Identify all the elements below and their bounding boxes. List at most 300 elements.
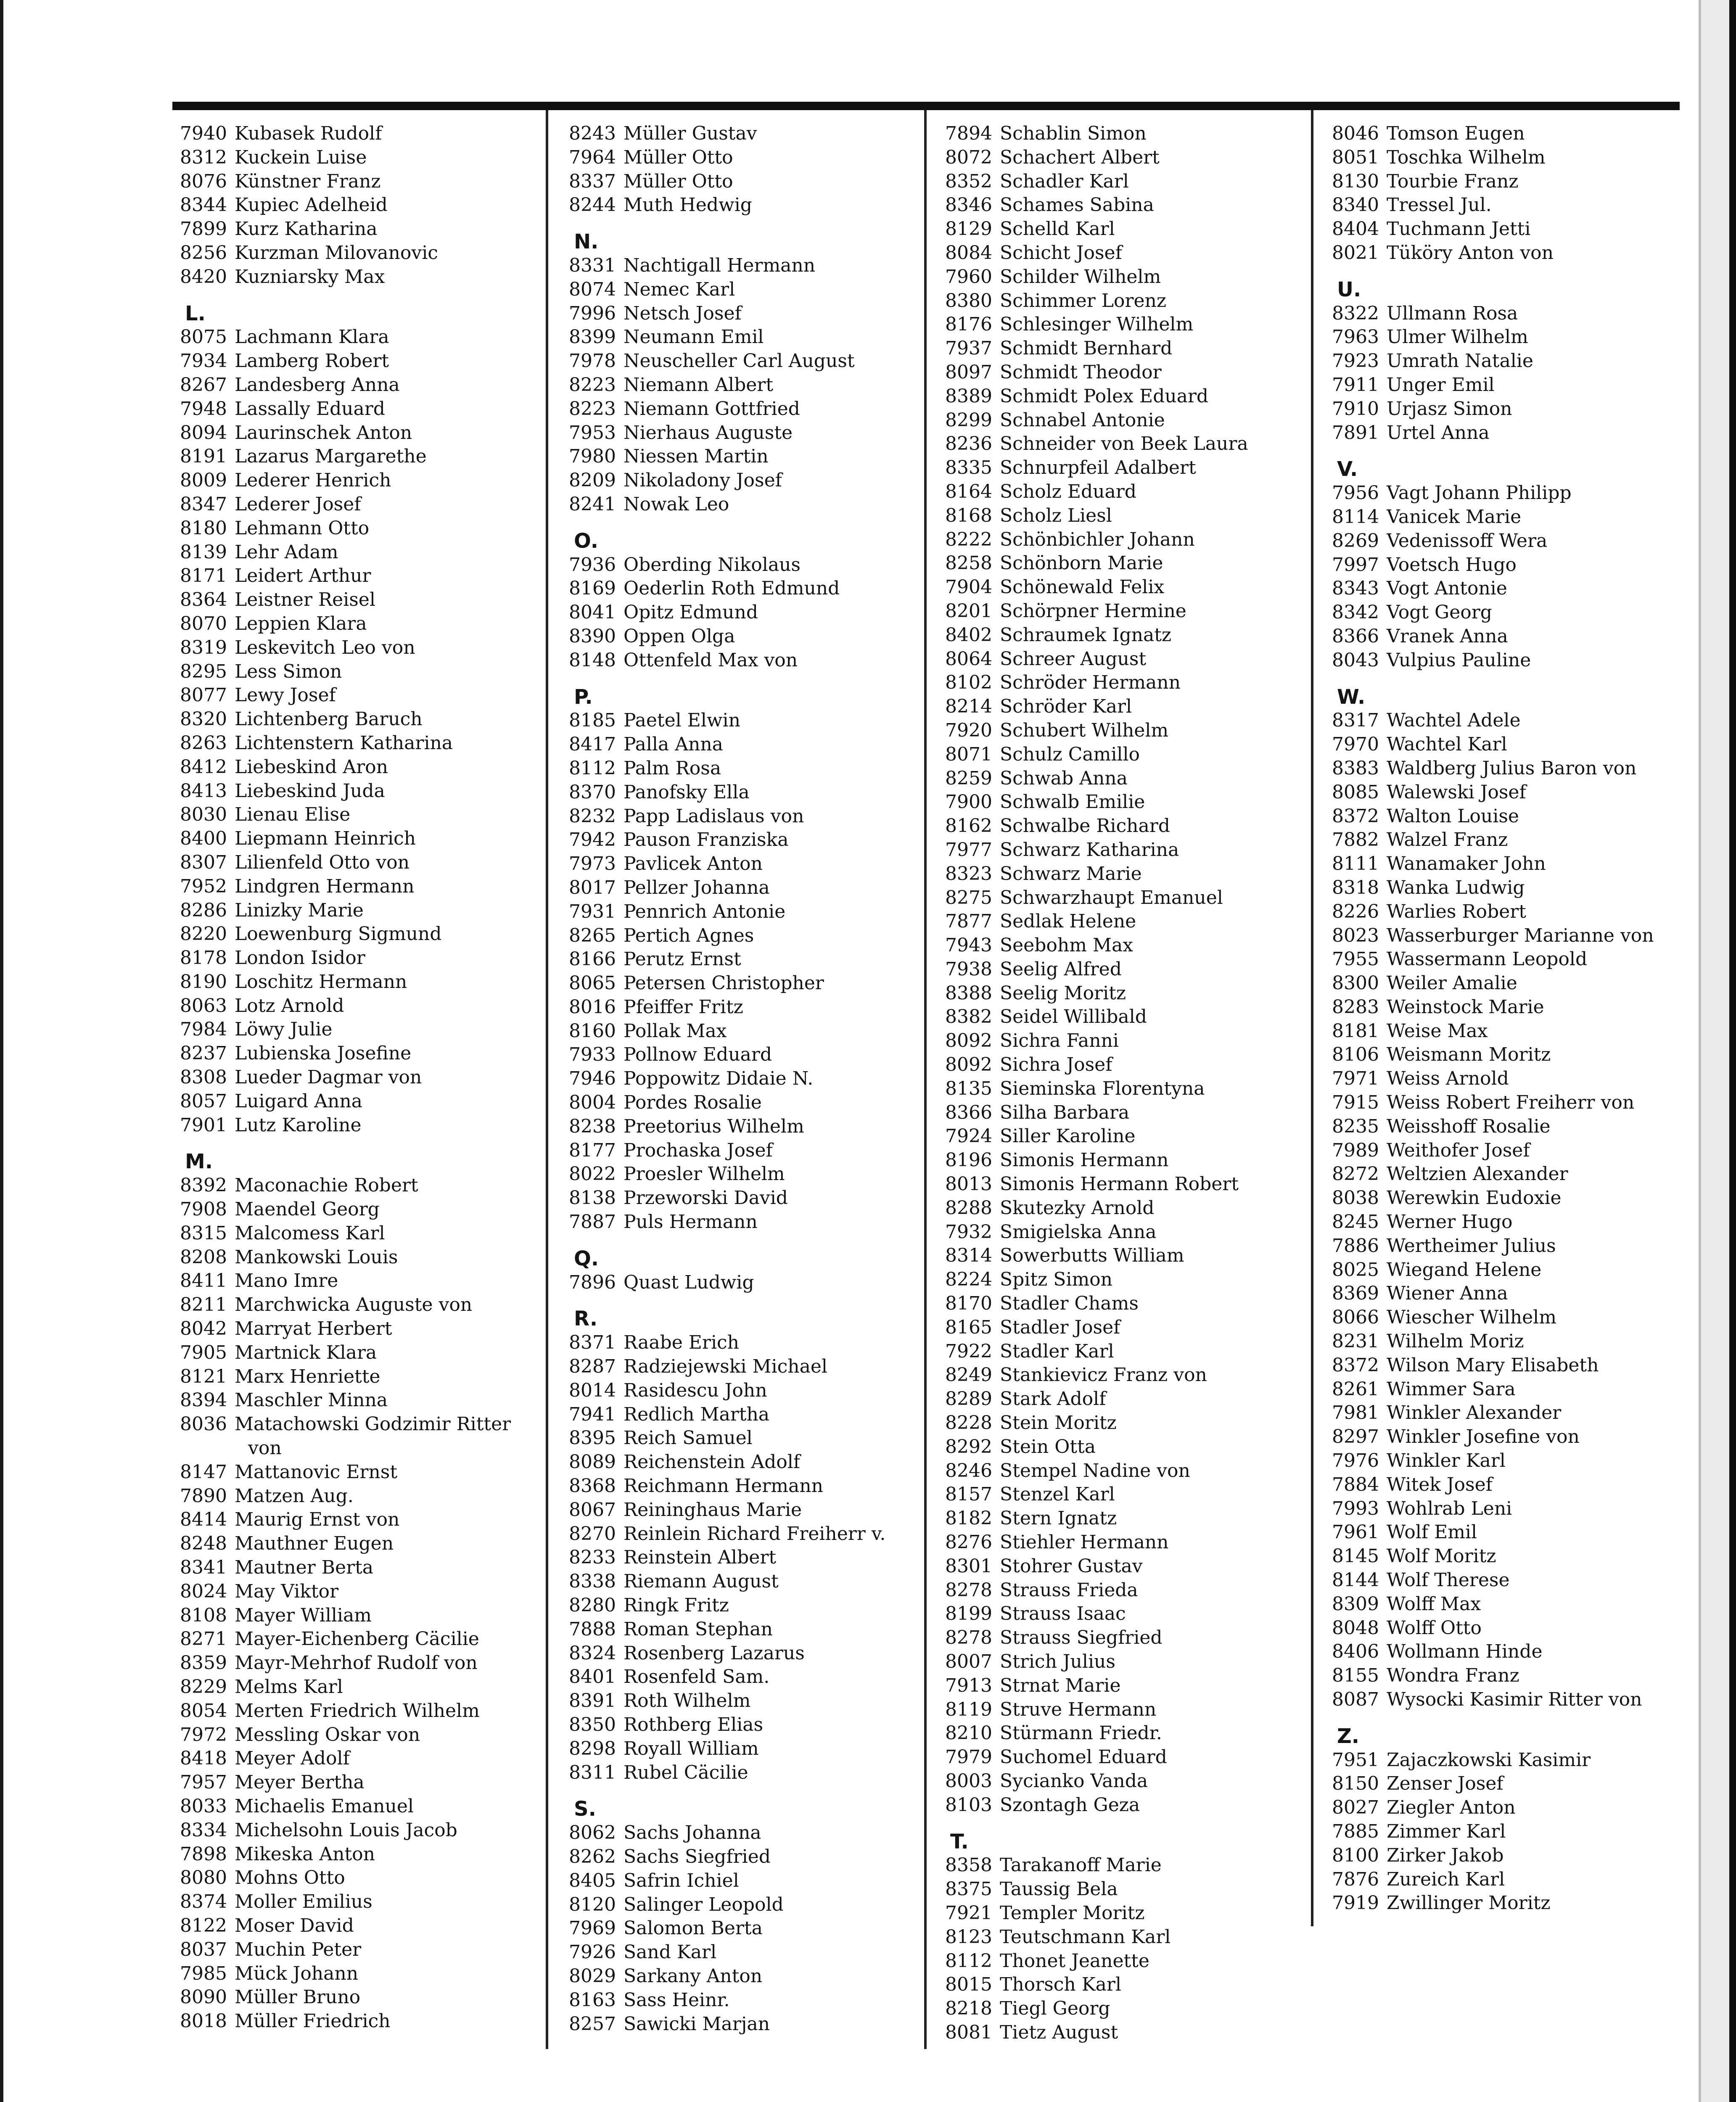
entry-number: 8307 — [180, 851, 227, 873]
section-gap — [553, 1294, 927, 1307]
entry-number: 8074 — [569, 278, 616, 300]
directory-entry — [929, 814, 1303, 838]
directory-entry — [553, 1403, 927, 1427]
entry-number: 8366 — [1332, 625, 1379, 647]
directory-entry — [1316, 1772, 1690, 1796]
entry-name: Pordes Rosalie — [624, 1092, 762, 1114]
entry-name: Less Simon — [235, 660, 342, 682]
entry-name: Winkler Karl — [1387, 1450, 1506, 1472]
entry-number: 8228 — [945, 1412, 992, 1434]
entry-name: Lehr Adam — [235, 541, 338, 563]
entry-name: Nierhaus Auguste — [624, 422, 793, 444]
directory-entry — [553, 577, 927, 601]
entry-number: 8160 — [569, 1020, 616, 1042]
entry-name: Leskevitch Leo von — [235, 636, 415, 658]
entry-number: 7973 — [569, 853, 616, 875]
entry-number: 8280 — [569, 1595, 616, 1616]
entry-number: 8374 — [180, 1891, 227, 1913]
entry-number: 8370 — [569, 781, 616, 803]
entry-number: 8301 — [945, 1555, 992, 1577]
entry-number: 8168 — [945, 504, 992, 526]
entry-name: Michaelis Emanuel — [235, 1795, 414, 1817]
entry-name: Landesberg Anna — [235, 374, 400, 396]
directory-entry — [929, 1650, 1303, 1674]
directory-entry — [929, 743, 1303, 767]
entry-number: 7978 — [569, 350, 616, 372]
directory-entry — [1316, 781, 1690, 805]
entry-number: 8015 — [945, 1974, 992, 1996]
directory-entry — [1316, 1592, 1690, 1616]
entry-name: Voetsch Hugo — [1387, 554, 1517, 576]
entry-number: 8245 — [1332, 1211, 1379, 1233]
entry-name: Liebeskind Juda — [235, 780, 385, 802]
directory-entry — [553, 625, 927, 649]
entry-number: 8106 — [1332, 1044, 1379, 1066]
entry-name: Sichra Josef — [1000, 1054, 1112, 1076]
entry-name: Schwarz Katharina — [1000, 839, 1179, 861]
directory-entry — [929, 1555, 1303, 1579]
directory-entry — [929, 265, 1303, 289]
entry-number: 8338 — [569, 1571, 616, 1592]
entry-number: 8246 — [945, 1460, 992, 1481]
entry-number: 7952 — [180, 875, 227, 897]
directory-entry — [929, 862, 1303, 886]
entry-number: 8222 — [945, 528, 992, 550]
entry-number: 7905 — [180, 1341, 227, 1363]
entry-number: 8139 — [180, 541, 227, 563]
entry-name: Strauss Siegfried — [1000, 1627, 1163, 1649]
entry-number: 7943 — [945, 935, 992, 956]
directory-entry — [164, 875, 538, 899]
directory-entry — [553, 948, 927, 972]
directory-entry — [929, 910, 1303, 934]
entry-number: 8103 — [945, 1794, 992, 1816]
directory-entry — [929, 313, 1303, 337]
entry-name: Walzel Franz — [1387, 829, 1508, 851]
entry-number: 7979 — [945, 1746, 992, 1768]
entry-name: Stern Ignatz — [1000, 1508, 1117, 1529]
entry-name: Lilienfeld Otto von — [235, 851, 410, 873]
entry-number: 7953 — [569, 422, 616, 444]
entry-name: Seelig Moritz — [1000, 982, 1126, 1004]
entry-name: Simonis Hermann Robert — [1000, 1173, 1239, 1195]
directory-entry — [1316, 349, 1690, 373]
entry-number: 8072 — [945, 146, 992, 168]
entry-number: 8233 — [569, 1547, 616, 1569]
entry-number: 8176 — [945, 314, 992, 335]
section-letter-heading: V. — [1337, 457, 1358, 481]
entry-name: Nikoladony Josef — [624, 470, 782, 491]
directory-entry — [164, 1962, 538, 1986]
directory-entry — [553, 122, 927, 146]
directory-entry — [929, 1949, 1303, 1973]
directory-entry — [1316, 1091, 1690, 1115]
entry-number: 8323 — [945, 863, 992, 885]
entry-number: 8029 — [569, 1965, 616, 1987]
directory-entry — [164, 994, 538, 1018]
directory-entry — [164, 517, 538, 541]
directory-entry — [553, 1713, 927, 1737]
entry-number: 8135 — [945, 1077, 992, 1099]
entry-name: Seidel Willibald — [1000, 1006, 1147, 1028]
entry-name: Michelsohn Louis Jacob — [235, 1819, 457, 1841]
entry-name: Warlies Robert — [1387, 900, 1526, 922]
entry-number: 7887 — [569, 1211, 616, 1233]
directory-entry — [164, 1819, 538, 1843]
entry-number: 8263 — [180, 732, 227, 754]
entry-name: Vulpius Pauline — [1387, 649, 1531, 671]
directory-entry — [164, 1532, 538, 1556]
entry-number: 8417 — [569, 734, 616, 755]
entry-number: 8340 — [1332, 194, 1379, 216]
entry-number: 8322 — [1332, 302, 1379, 324]
directory-entry — [1316, 1545, 1690, 1569]
entry-number: 8119 — [945, 1698, 992, 1720]
entry-number: 8405 — [569, 1870, 616, 1891]
entry-number: 8400 — [180, 828, 227, 850]
entry-name: Salinger Leopold — [624, 1893, 784, 1915]
entry-name: Strich Julius — [1000, 1651, 1115, 1672]
entry-number: 8024 — [180, 1580, 227, 1602]
directory-entry — [929, 432, 1303, 456]
directory-entry — [929, 1507, 1303, 1531]
name-column-4 — [1316, 122, 1690, 1915]
entry-number: 8210 — [945, 1722, 992, 1744]
entry-name: Wolff Otto — [1387, 1617, 1482, 1639]
entry-number: 8164 — [945, 481, 992, 502]
directory-entry — [164, 421, 538, 445]
entry-name: Preetorius Wilhelm — [624, 1115, 804, 1137]
directory-entry — [1316, 505, 1690, 529]
entry-name: Wiescher Wilhelm — [1387, 1307, 1556, 1328]
entry-name: Stein Otta — [1000, 1436, 1096, 1458]
entry-name: Muchin Peter — [235, 1938, 362, 1960]
entry-name: Zwillinger Moritz — [1387, 1892, 1551, 1914]
entry-name: Sarkany Anton — [624, 1965, 763, 1987]
directory-entry — [553, 493, 927, 517]
entry-number: 8097 — [945, 361, 992, 383]
directory-entry — [929, 1005, 1303, 1029]
directory-entry — [929, 217, 1303, 241]
entry-name: Lotz Arnold — [235, 995, 344, 1017]
directory-entry — [929, 1244, 1303, 1268]
entry-name: Skutezky Arnold — [1000, 1197, 1155, 1219]
entry-number: 8177 — [569, 1139, 616, 1161]
directory-entry — [553, 1618, 927, 1642]
entry-name: Unger Emil — [1387, 374, 1495, 396]
section-letter-heading: L. — [185, 301, 206, 325]
entry-number: 8065 — [569, 972, 616, 994]
entry-name: Tarakanoff Marie — [1000, 1854, 1162, 1876]
directory-entry — [929, 1925, 1303, 1949]
entry-number: 7948 — [180, 398, 227, 420]
entry-number: 8223 — [569, 374, 616, 396]
entry-name: Weiler Amalie — [1387, 972, 1517, 994]
directory-entry — [164, 899, 538, 923]
entry-name: Wanamaker John — [1387, 853, 1546, 875]
directory-entry — [553, 170, 927, 194]
directory-entry — [929, 934, 1303, 958]
entry-name: Melms Karl — [235, 1676, 343, 1698]
directory-entry — [929, 1340, 1303, 1364]
directory-entry — [1316, 122, 1690, 146]
entry-number: 8300 — [1332, 972, 1379, 994]
directory-entry — [1316, 1139, 1690, 1163]
entry-name: Lienau Elise — [235, 804, 351, 826]
entry-name: Laurinschek Anton — [235, 422, 412, 444]
directory-entry — [1316, 1162, 1690, 1186]
entry-number: 8089 — [569, 1451, 616, 1473]
directory-entry — [553, 1570, 927, 1594]
entry-number: 7924 — [945, 1125, 992, 1147]
directory-entry — [553, 601, 927, 625]
entry-number: 8076 — [180, 170, 227, 192]
entry-name: Royall William — [624, 1738, 759, 1759]
entry-name: Redlich Martha — [624, 1403, 770, 1425]
entry-name: Scholz Eduard — [1000, 481, 1136, 502]
entry-name: Meyer Adolf — [235, 1748, 350, 1769]
entry-name: Kubasek Rudolf — [235, 123, 382, 144]
entry-number: 8211 — [180, 1294, 227, 1316]
entry-number: 8004 — [569, 1092, 616, 1114]
entry-name: Müller Bruno — [235, 1986, 361, 2008]
entry-name: Zimmer Karl — [1387, 1820, 1506, 1842]
entry-number: 8038 — [1332, 1187, 1379, 1209]
directory-entry — [553, 709, 927, 733]
entry-number: 8418 — [180, 1748, 227, 1769]
entry-number: 8180 — [180, 517, 227, 539]
entry-number: 8025 — [1332, 1259, 1379, 1281]
entry-name: Tietz August — [1000, 2021, 1118, 2043]
entry-number: 8380 — [945, 290, 992, 312]
entry-number: 7877 — [945, 911, 992, 932]
entry-name: Sachs Johanna — [624, 1822, 761, 1844]
entry-number: 8320 — [180, 708, 227, 730]
name-column-3 — [929, 122, 1303, 2045]
entry-number: 8394 — [180, 1389, 227, 1411]
entry-number: 8030 — [180, 804, 227, 826]
entry-name: Stein Moritz — [1000, 1412, 1117, 1434]
entry-number: 7940 — [180, 123, 227, 144]
directory-entry — [553, 325, 927, 349]
entry-number: 8043 — [1332, 649, 1379, 671]
entry-name: Pauson Franziska — [624, 829, 789, 851]
directory-entry — [164, 588, 538, 612]
entry-name: Matachowski Godzimir Ritter — [235, 1413, 511, 1435]
directory-entry — [164, 922, 538, 946]
entry-name: Roman Stephan — [624, 1618, 773, 1640]
entry-number: 8392 — [180, 1175, 227, 1196]
entry-name: Walton Louise — [1387, 805, 1519, 827]
entry-name: Nachtigall Hermann — [624, 254, 816, 276]
entry-number: 8278 — [945, 1579, 992, 1601]
entry-number: 7976 — [1332, 1450, 1379, 1472]
entry-name: Luigard Anna — [235, 1090, 362, 1112]
entry-number: 8272 — [1332, 1163, 1379, 1185]
entry-name: Schreer August — [1000, 648, 1147, 670]
entry-name: Winkler Josefine von — [1387, 1426, 1580, 1448]
directory-entry — [553, 397, 927, 421]
entry-name: Linizky Marie — [235, 899, 364, 921]
directory-entry — [553, 469, 927, 493]
directory-entry — [1316, 1019, 1690, 1043]
directory-entry — [164, 1269, 538, 1293]
entry-number: 7933 — [569, 1044, 616, 1066]
entry-number: 8411 — [180, 1270, 227, 1292]
entry-number: 8346 — [945, 194, 992, 216]
directory-entry — [1316, 1067, 1690, 1091]
entry-name: Schubert Wilhelm — [1000, 719, 1169, 741]
entry-name: Strauss Frieda — [1000, 1579, 1138, 1601]
entry-number: 7936 — [569, 554, 616, 576]
entry-number: 8269 — [1332, 530, 1379, 552]
entry-name: Moller Emilius — [235, 1891, 373, 1913]
directory-entry — [164, 1866, 538, 1890]
entry-name: Mohns Otto — [235, 1867, 345, 1889]
directory-entry — [1316, 1186, 1690, 1210]
directory-entry — [164, 827, 538, 851]
entry-number: 7997 — [1332, 554, 1379, 576]
entry-number: 7896 — [569, 1271, 616, 1293]
entry-name: Müller Otto — [624, 170, 733, 192]
directory-entry — [553, 1845, 927, 1869]
directory-entry — [929, 1901, 1303, 1925]
entry-name: Netsch Josef — [624, 302, 742, 324]
directory-entry — [164, 265, 538, 289]
entry-name: Petersen Christopher — [624, 972, 824, 994]
entry-number: 8270 — [569, 1523, 616, 1545]
entry-name: Winkler Alexander — [1387, 1402, 1562, 1424]
entry-name: Witek Josef — [1387, 1474, 1493, 1495]
entry-number: 8163 — [569, 1989, 616, 2011]
entry-number: 8066 — [1332, 1307, 1379, 1328]
entry-name: Nemec Karl — [624, 278, 735, 300]
entry-name: Vogt Georg — [1387, 602, 1492, 623]
entry-name: Müller Gustav — [624, 123, 757, 144]
directory-entry — [164, 1317, 538, 1341]
directory-entry — [929, 1316, 1303, 1340]
directory-entry — [164, 803, 538, 827]
entry-name: Stadler Josef — [1000, 1316, 1120, 1338]
entry-number: 8123 — [945, 1926, 992, 1948]
entry-number: 8236 — [945, 433, 992, 455]
entry-number: 8130 — [1332, 170, 1379, 192]
directory-entry — [553, 1271, 927, 1295]
directory-entry — [553, 900, 927, 924]
entry-number: 8102 — [945, 672, 992, 694]
directory-entry — [164, 1675, 538, 1699]
section-letter-heading: R. — [574, 1307, 598, 1331]
directory-entry — [929, 719, 1303, 743]
directory-entry — [164, 373, 538, 397]
entry-number: 8337 — [569, 170, 616, 192]
entry-number: 8262 — [569, 1846, 616, 1867]
entry-number: 8412 — [180, 756, 227, 778]
entry-number: 8021 — [1332, 242, 1379, 264]
directory-entry — [164, 1341, 538, 1365]
directory-entry — [929, 1149, 1303, 1172]
directory-entry — [1316, 1688, 1690, 1712]
entry-name: Lazarus Margarethe — [235, 446, 427, 467]
directory-entry — [164, 1174, 538, 1198]
entry-number: 8388 — [945, 982, 992, 1004]
entry-name: Pavlicek Anton — [624, 853, 763, 875]
directory-entry — [929, 1674, 1303, 1698]
entry-number: 8165 — [945, 1316, 992, 1338]
entry-name: Schönbichler Johann — [1000, 528, 1195, 550]
entry-number: 8389 — [945, 385, 992, 407]
entry-number: 7972 — [180, 1724, 227, 1746]
entry-number: 8121 — [180, 1365, 227, 1387]
entry-number: 8190 — [180, 971, 227, 993]
entry-name: Schörpner Hermine — [1000, 600, 1186, 622]
directory-entry — [553, 1091, 927, 1115]
entry-name: Wanka Ludwig — [1387, 877, 1525, 898]
directory-entry — [929, 1220, 1303, 1244]
directory-entry — [929, 528, 1303, 552]
entry-name: Rasidescu John — [624, 1379, 767, 1401]
entry-number: 8335 — [945, 457, 992, 479]
entry-name: Loschitz Hermann — [235, 971, 407, 993]
entry-number: 7908 — [180, 1199, 227, 1220]
entry-name: Reichenstein Adolf — [624, 1451, 801, 1473]
entry-number: 8178 — [180, 947, 227, 969]
entry-name: Malcomess Karl — [235, 1222, 385, 1244]
entry-name: May Viktor — [235, 1580, 339, 1602]
directory-entry — [929, 1997, 1303, 2021]
entry-name: Vanicek Marie — [1387, 506, 1522, 528]
entry-name: Reinstein Albert — [624, 1547, 777, 1569]
entry-number: 7977 — [945, 839, 992, 861]
directory-entry — [553, 278, 927, 302]
entry-name: Strnat Marie — [1000, 1674, 1121, 1696]
entry-name: Martnick Klara — [235, 1341, 377, 1363]
section-gap — [553, 517, 927, 529]
entry-name: Mankowski Louis — [235, 1246, 398, 1268]
entry-number: 8166 — [569, 948, 616, 970]
entry-number: 8288 — [945, 1197, 992, 1219]
entry-number: 7938 — [945, 958, 992, 980]
entry-name: Ringk Fritz — [624, 1595, 729, 1616]
entry-number: 8041 — [569, 602, 616, 623]
directory-entry — [164, 1508, 538, 1532]
entry-number: 8071 — [945, 743, 992, 765]
entry-name: Schelld Karl — [1000, 218, 1115, 240]
entry-name: Opitz Edmund — [624, 602, 758, 623]
directory-entry — [929, 647, 1303, 671]
entry-number: 7904 — [945, 576, 992, 598]
entry-number: 8112 — [945, 1950, 992, 1972]
entry-name: Stohrer Gustav — [1000, 1555, 1143, 1577]
entry-name: Sachs Siegfried — [624, 1846, 771, 1867]
entry-name: Stürmann Friedr. — [1000, 1722, 1162, 1744]
directory-entry — [164, 325, 538, 349]
directory-entry — [929, 2021, 1303, 2045]
directory-entry — [553, 1594, 927, 1618]
entry-name: Schwarz Marie — [1000, 863, 1142, 885]
entry-name: Wiener Anna — [1387, 1283, 1508, 1305]
entry-number: 8295 — [180, 660, 227, 682]
entry-name: Silha Barbara — [1000, 1101, 1130, 1123]
entry-number: 7898 — [180, 1843, 227, 1865]
directory-entry — [929, 1973, 1303, 1997]
entry-number: 8171 — [180, 565, 227, 587]
entry-name: Loewenburg Sigmund — [235, 923, 442, 945]
entry-name: Kurz Katharina — [235, 218, 378, 240]
directory-entry — [553, 1522, 927, 1546]
directory-entry — [929, 886, 1303, 910]
entry-name: Wasserburger Marianne von — [1387, 924, 1654, 946]
